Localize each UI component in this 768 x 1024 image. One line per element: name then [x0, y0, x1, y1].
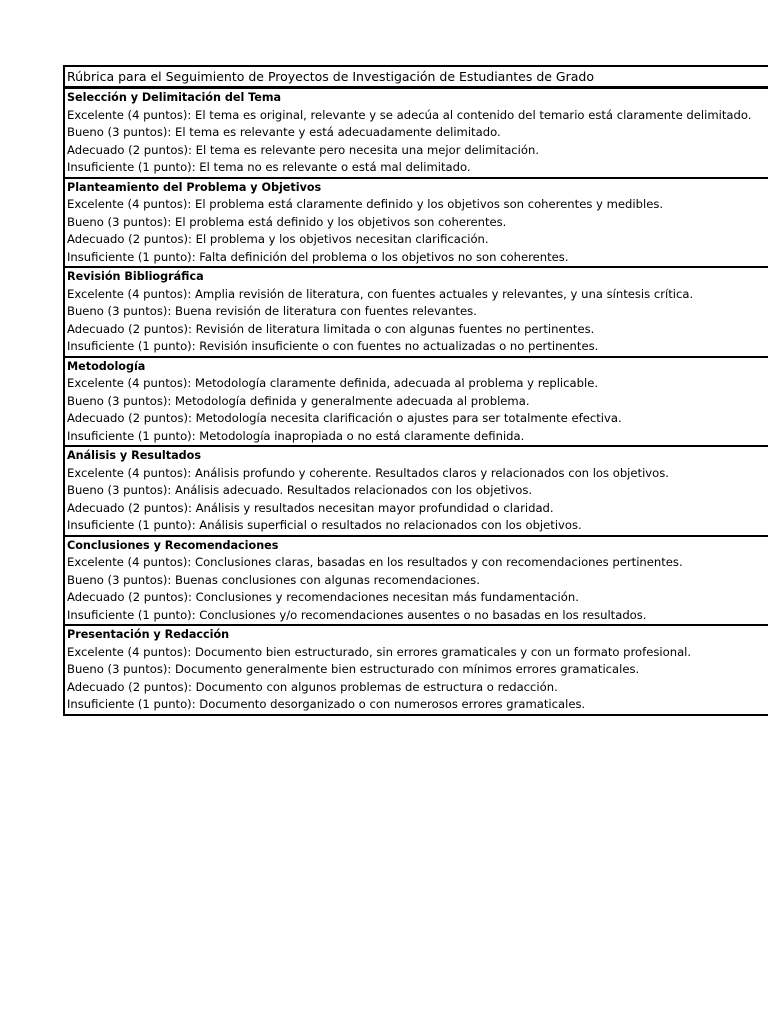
section-seleccion [65, 87, 768, 177]
criterion-excelente: Excelente (4 puntos): Análisis profundo y coherente. Resultados claros y relacionados con los objetivos. [67, 465, 669, 480]
criterion-adecuado: Adecuado (2 puntos): Documento con algunos problemas de estructura o redacción. [67, 679, 558, 694]
criterion-excelente: Excelente (4 puntos): Amplia revisión de literatura, con fuentes actuales y relevantes, y una síntesis crítica. [67, 286, 694, 301]
criterion-insuficiente: Insuficiente (1 punto): Conclusiones y/o recomendaciones ausentes o no basadas en los resultados. [67, 607, 647, 622]
criterion-insuficiente: Insuficiente (1 punto): Metodología inapropiada o no está claramente definida. [67, 428, 525, 443]
criterion-adecuado: Adecuado (2 puntos): Revisión de literatura limitada o con algunas fuentes no pertinentes. [67, 321, 595, 336]
section-heading: Conclusiones y Recomendaciones [67, 538, 279, 552]
section-heading: Metodología [67, 359, 146, 373]
criterion-adecuado: Adecuado (2 puntos): Análisis y resultados necesitan mayor profundidad o claridad. [67, 500, 554, 515]
criterion-bueno: Bueno (3 puntos): Análisis adecuado. Resultados relacionados con los objetivos. [67, 483, 533, 497]
criterion-bueno: Bueno (3 puntos): Documento generalmente bien estructurado con mínimos errores gramaticales. [67, 662, 640, 676]
section-heading: Selección y Delimitación del Tema [67, 91, 282, 104]
criterion-insuficiente: Insuficiente (1 punto): Documento desorganizado o con numerosos errores gramaticales. [67, 697, 586, 711]
criterion-bueno: Bueno (3 puntos): Buena revisión de literatura con fuentes relevantes. [67, 304, 477, 318]
section-revision [65, 266, 768, 356]
criterion-bueno: Bueno (3 puntos): Buenas conclusiones con algunas recomendaciones. [67, 572, 480, 587]
section-heading: Análisis y Resultados [67, 449, 201, 462]
criterion-excelente: Excelente (4 puntos): Metodología claramente definida, adecuada al problema y replicable. [67, 376, 599, 390]
criterion-insuficiente: Insuficiente (1 punto): Revisión insuficiente o con fuentes no actualizadas o no pertinentes. [67, 339, 599, 353]
section-heading: Planteamiento del Problema y Objetivos [67, 180, 322, 194]
criterion-adecuado: Adecuado (2 puntos): Conclusiones y recomendaciones necesitan más fundamentación. [67, 590, 579, 604]
criterion-adecuado: Adecuado (2 puntos): El tema es relevante pero necesita una mejor delimitación. [67, 142, 540, 157]
section-analisis [65, 445, 768, 535]
criterion-adecuado: Adecuado (2 puntos): Metodología necesita clarificación o ajustes para ser totalmente efectiva. [67, 411, 622, 425]
section-conclusiones [65, 535, 768, 625]
criterion-insuficiente: Insuficiente (1 punto): Falta definición del problema o los objetivos no son coherentes. [67, 249, 569, 264]
criterion-excelente: Excelente (4 puntos): Conclusiones claras, basadas en los resultados y con recomendaciones pertinentes. [67, 555, 683, 569]
section-heading: Presentación y Redacción [67, 628, 230, 641]
criterion-excelente: Excelente (4 puntos): Documento bien estructurado, sin errores gramaticales y con un formato profesional. [67, 644, 692, 659]
document-title: Rúbrica para el Seguimiento de Proyectos de Investigación de Estudiantes de Grado [65, 67, 768, 87]
criterion-bueno: Bueno (3 puntos): El tema es relevante y está adecuadamente delimitado. [67, 125, 501, 139]
criterion-adecuado: Adecuado (2 puntos): El problema y los objetivos necesitan clarificación. [67, 232, 489, 246]
rubric-sheet [63, 65, 768, 716]
criterion-insuficiente: Insuficiente (1 punto): Análisis superficial o resultados no relacionados con los objetivos. [67, 518, 582, 532]
section-heading: Revisión Bibliográfica [67, 270, 204, 283]
criterion-bueno: Bueno (3 puntos): Metodología definida y generalmente adecuada al problema. [67, 393, 530, 408]
section-planteamiento [65, 177, 768, 267]
criterion-excelente: Excelente (4 puntos): El problema está claramente definido y los objetivos son coherentes y medibles. [67, 197, 664, 211]
criterion-bueno: Bueno (3 puntos): El problema está definido y los objetivos son coherentes. [67, 214, 507, 229]
section-metodologia [65, 356, 768, 446]
criterion-excelente: Excelente (4 puntos): El tema es original, relevante y se adecúa al contenido del temario está claramente delimitado. [67, 107, 752, 122]
criterion-insuficiente: Insuficiente (1 punto): El tema no es relevante o está mal delimitado. [67, 160, 471, 174]
section-presentacion [65, 624, 768, 714]
